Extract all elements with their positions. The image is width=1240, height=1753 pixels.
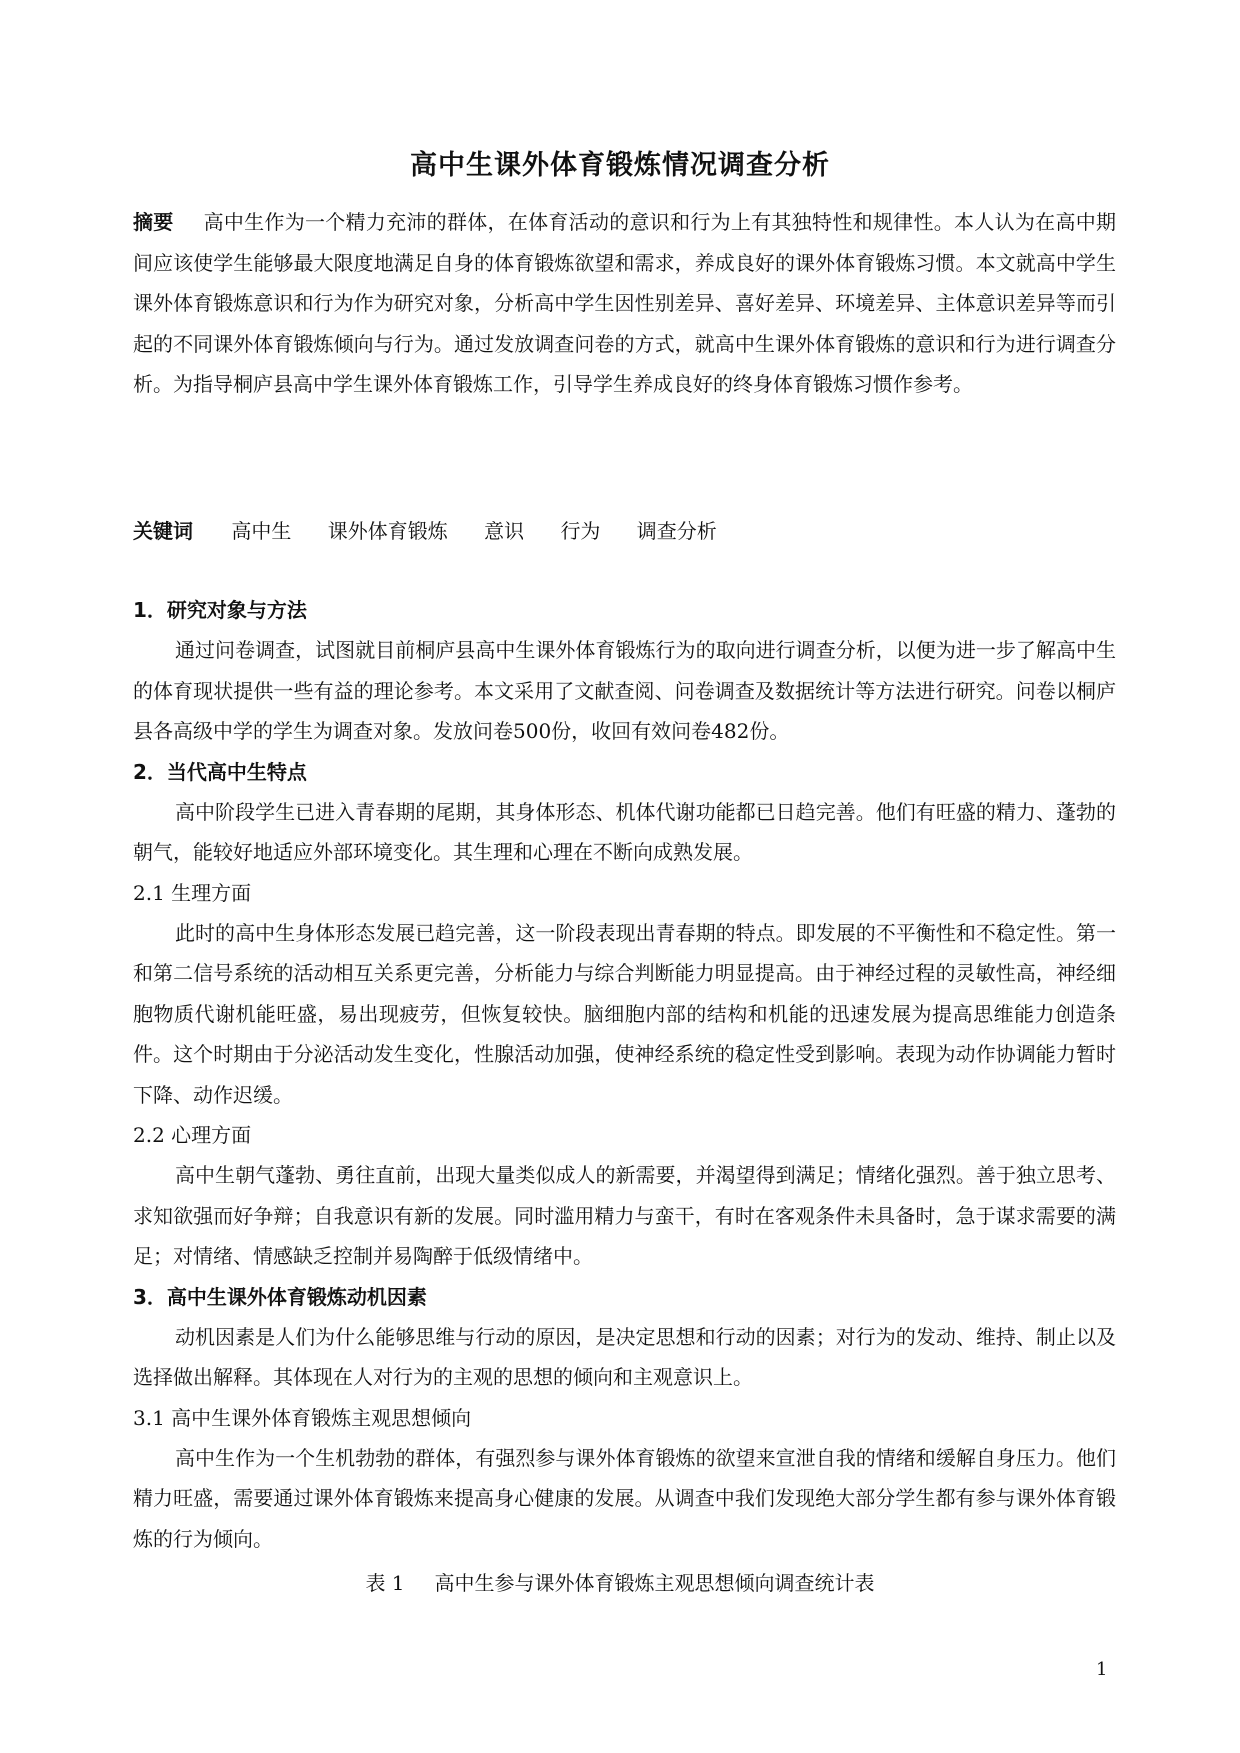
subsection-3-1-paragraph: 高中生作为一个生机勃勃的群体，有强烈参与课外体育锻炼的欲望来宣泄自我的情绪和缓解自身压力。他们精力旺盛，需要通过课外体育锻炼来提高身心健康的发展。从调查中我们发现绝大部分学生都有参与课外体育锻炼的行为倾向。 (133, 1445, 1116, 1551)
keywords-label: 关键词 (133, 519, 193, 543)
table-caption-text: 高中生参与课外体育锻炼主观思想倾向调查统计表 (434, 1571, 875, 1595)
table-number: 表 1 (365, 1571, 405, 1595)
section-heading-2: 2．当代高中生特点 (133, 759, 307, 784)
section-heading-1: 1．研究对象与方法 (133, 598, 307, 622)
keyword-item: 课外体育锻炼 (327, 519, 448, 543)
subsection-2-2-paragraph: 高中生朝气蓬勃、勇往直前，出现大量类似成人的新需要，并渴望得到满足；情绪化强烈。善于独立思考、求知欲强而好争辩；自我意识有新的发展。同时滥用精力与蛮干，有时在客观条件未具备时，急于谋求需要的满足；对情绪、情感缺乏控制并易陶醉于低级情绪中。 (133, 1163, 1116, 1268)
subsection-2-1-paragraph: 此时的高中生身体形态发展已趋完善，这一阶段表现出青春期的特点。即发展的不平衡性和不稳定性。第一和第二信号系统的活动相互关系更完善，分析能力与综合判断能力明显提高。由于神经过程的灵敏性高，神经细胞物质代谢机能旺盛，易出现疲劳，但恢复较快。脑细胞内部的结构和机能的迅速发展为提高思维能力创造条件。这个时期由于分泌活动发生变化，性腺活动加强，使神经系统的稳定性受到影响。表现为动作协调能力暂时下降、动作迟缓。 (133, 920, 1116, 1107)
abstract-label: 摘要 (133, 210, 174, 234)
abstract-paragraph (133, 202, 1116, 405)
keyword-item: 调查分析 (636, 519, 717, 543)
abstract (133, 202, 1116, 405)
keyword-item: 行为 (560, 519, 601, 543)
keyword-item: 意识 (484, 519, 525, 543)
section-1-paragraph: 通过问卷调查，试图就目前桐庐县高中生课外体育锻炼行为的取向进行调查分析，以便为进一步了解高中生的体育现状提供一些有益的理论参考。本文采用了文献查阅、问卷调查及数据统计等方法进行研究。问卷以桐庐县各高级中学的学生为调查对象。发放问卷500份，收回有效问卷482份。 (133, 638, 1116, 743)
subsection-heading-3-1: 3.1 高中生课外体育锻炼主观思想倾向 (133, 1405, 472, 1430)
keyword-item: 高中生 (231, 519, 292, 543)
subsection-heading-2-1: 2.1 生理方面 (133, 880, 252, 905)
paper-title: 高中生课外体育锻炼情况调查分析 (410, 150, 830, 181)
section-2-paragraph: 高中阶段学生已进入青春期的尾期，其身体形态、机体代谢功能都已日趋完善。他们有旺盛的精力、蓬勃的朝气，能较好地适应外部环境变化。其生理和心理在不断向成熟发展。 (133, 799, 1116, 864)
table-caption (0, 1568, 1240, 1598)
section-3-paragraph: 动机因素是人们为什么能够思维与行动的原因，是决定思想和行动的因素；对行为的发动、维持、制止以及选择做出解释。其体现在人对行为的主观的思想的倾向和主观意识上。 (133, 1324, 1116, 1389)
section-heading-3: 3．高中生课外体育锻炼动机因素 (133, 1284, 427, 1309)
body-text (133, 590, 1116, 1559)
keywords (133, 516, 717, 546)
subsection-heading-2-2: 2.2 心理方面 (133, 1123, 252, 1147)
page-number: 1 (1096, 1659, 1108, 1680)
abstract-text: 高中生作为一个精力充沛的群体，在体育活动的意识和行为上有其独特性和规律性。本人认为在高中期间应该使学生能够最大限度地满足自身的体育锻炼欲望和需求，养成良好的课外体育锻炼习惯。本文就高中学生课外体育锻炼意识和行为作为研究对象，分析高中学生因性别差异、喜好差异、环境差异、主体意识差异等而引起的不同课外体育锻炼倾向与行为。通过发放调查问卷的方式，就高中生课外体育锻炼的意识和行为进行调查分析。为指导桐庐县高中学生课外体育锻炼工作，引导学生养成良好的终身体育锻炼习惯作参考。 (133, 210, 1117, 396)
